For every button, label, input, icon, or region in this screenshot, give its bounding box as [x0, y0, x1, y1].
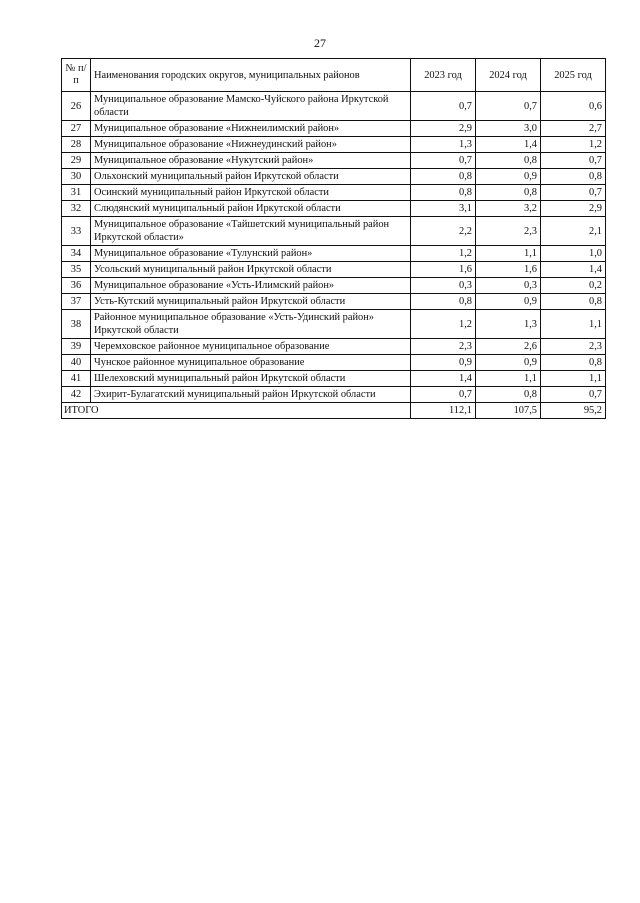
row-value-2023: 0,8 [411, 294, 476, 310]
table-row [62, 355, 606, 371]
row-value-2025: 1,2 [541, 137, 606, 153]
row-number: 29 [62, 153, 91, 169]
table-row [62, 92, 606, 121]
row-value-2023: 0,8 [411, 185, 476, 201]
table-row [62, 169, 606, 185]
row-name: Ольхонский муниципальный район Иркутской области [91, 169, 411, 185]
row-value-2025: 2,3 [541, 339, 606, 355]
header-2024: 2024 год [476, 59, 541, 92]
table-row [62, 217, 606, 246]
row-name: Муниципальное образование Мамско-Чуйского района Иркутской области [91, 92, 411, 121]
total-value-2025: 95,2 [541, 403, 606, 419]
table-row [62, 246, 606, 262]
row-name: Слюдянский муниципальный район Иркутской области [91, 201, 411, 217]
header-name: Наименования городских округов, муниципальных районов [91, 59, 411, 92]
row-value-2025: 0,7 [541, 185, 606, 201]
row-value-2023: 1,4 [411, 371, 476, 387]
row-number: 26 [62, 92, 91, 121]
row-number: 31 [62, 185, 91, 201]
table-row [62, 185, 606, 201]
row-number: 28 [62, 137, 91, 153]
header-num: № п/п [62, 59, 91, 92]
table-row [62, 201, 606, 217]
row-name: Усть-Кутский муниципальный район Иркутской области [91, 294, 411, 310]
table-row [62, 153, 606, 169]
table-row [62, 387, 606, 403]
row-name: Муниципальное образование «Нижнеилимский район» [91, 121, 411, 137]
header-2025: 2025 год [541, 59, 606, 92]
row-value-2024: 1,1 [476, 246, 541, 262]
row-name: Муниципальное образование «Нукутский район» [91, 153, 411, 169]
table-row [62, 278, 606, 294]
row-value-2023: 2,3 [411, 339, 476, 355]
row-number: 36 [62, 278, 91, 294]
row-value-2025: 2,9 [541, 201, 606, 217]
data-table [61, 58, 606, 419]
row-value-2023: 1,2 [411, 246, 476, 262]
table-body [62, 92, 606, 419]
table-row [62, 294, 606, 310]
table-header-row [62, 59, 606, 92]
row-number: 32 [62, 201, 91, 217]
row-value-2024: 0,8 [476, 185, 541, 201]
row-number: 42 [62, 387, 91, 403]
row-value-2024: 0,8 [476, 153, 541, 169]
row-value-2023: 0,7 [411, 387, 476, 403]
row-name: Эхирит-Булагатский муниципальный район Иркутской области [91, 387, 411, 403]
row-value-2025: 0,8 [541, 169, 606, 185]
row-value-2024: 1,1 [476, 371, 541, 387]
row-value-2024: 3,0 [476, 121, 541, 137]
row-value-2024: 0,9 [476, 294, 541, 310]
row-value-2024: 0,3 [476, 278, 541, 294]
row-name: Шелеховский муниципальный район Иркутской области [91, 371, 411, 387]
row-value-2025: 2,1 [541, 217, 606, 246]
row-value-2025: 0,7 [541, 387, 606, 403]
table-row [62, 262, 606, 278]
row-value-2024: 1,3 [476, 310, 541, 339]
table-row [62, 339, 606, 355]
table-row [62, 137, 606, 153]
row-value-2024: 1,4 [476, 137, 541, 153]
row-name: Муниципальное образование «Усть-Илимский район» [91, 278, 411, 294]
row-value-2025: 0,8 [541, 355, 606, 371]
row-value-2024: 1,6 [476, 262, 541, 278]
total-label: ИТОГО [62, 403, 411, 419]
row-value-2023: 0,3 [411, 278, 476, 294]
total-value-2024: 107,5 [476, 403, 541, 419]
row-value-2025: 1,1 [541, 371, 606, 387]
row-value-2025: 1,1 [541, 310, 606, 339]
row-value-2025: 0,8 [541, 294, 606, 310]
row-value-2023: 1,6 [411, 262, 476, 278]
row-number: 41 [62, 371, 91, 387]
row-number: 39 [62, 339, 91, 355]
row-name: Черемховское районное муниципальное образование [91, 339, 411, 355]
total-value-2023: 112,1 [411, 403, 476, 419]
row-name: Муниципальное образование «Тайшетский муниципальный район Иркутской области» [91, 217, 411, 246]
row-value-2024: 2,3 [476, 217, 541, 246]
row-value-2025: 0,2 [541, 278, 606, 294]
row-value-2023: 1,3 [411, 137, 476, 153]
table-row [62, 371, 606, 387]
row-value-2023: 3,1 [411, 201, 476, 217]
row-value-2024: 0,7 [476, 92, 541, 121]
row-value-2023: 0,7 [411, 153, 476, 169]
row-name: Районное муниципальное образование «Усть-Удинский район» Иркутской области [91, 310, 411, 339]
row-name: Осинский муниципальный район Иркутской области [91, 185, 411, 201]
row-value-2023: 1,2 [411, 310, 476, 339]
row-value-2023: 0,7 [411, 92, 476, 121]
row-value-2023: 0,8 [411, 169, 476, 185]
row-value-2023: 2,2 [411, 217, 476, 246]
row-value-2024: 0,9 [476, 169, 541, 185]
row-name: Усольский муниципальный район Иркутской области [91, 262, 411, 278]
row-value-2025: 2,7 [541, 121, 606, 137]
row-value-2024: 2,6 [476, 339, 541, 355]
row-number: 37 [62, 294, 91, 310]
row-value-2023: 0,9 [411, 355, 476, 371]
table-row [62, 310, 606, 339]
row-name: Чунское районное муниципальное образование [91, 355, 411, 371]
row-value-2025: 1,4 [541, 262, 606, 278]
row-name: Муниципальное образование «Тулунский район» [91, 246, 411, 262]
row-value-2024: 3,2 [476, 201, 541, 217]
total-row [62, 403, 606, 419]
header-2023: 2023 год [411, 59, 476, 92]
row-number: 30 [62, 169, 91, 185]
row-number: 40 [62, 355, 91, 371]
table-row [62, 121, 606, 137]
row-value-2024: 0,8 [476, 387, 541, 403]
row-value-2025: 0,7 [541, 153, 606, 169]
row-value-2025: 1,0 [541, 246, 606, 262]
row-number: 38 [62, 310, 91, 339]
row-number: 33 [62, 217, 91, 246]
row-number: 34 [62, 246, 91, 262]
row-value-2025: 0,6 [541, 92, 606, 121]
page-number: 27 [314, 36, 326, 50]
row-name: Муниципальное образование «Нижнеудинский район» [91, 137, 411, 153]
row-number: 35 [62, 262, 91, 278]
row-value-2023: 2,9 [411, 121, 476, 137]
row-number: 27 [62, 121, 91, 137]
row-value-2024: 0,9 [476, 355, 541, 371]
